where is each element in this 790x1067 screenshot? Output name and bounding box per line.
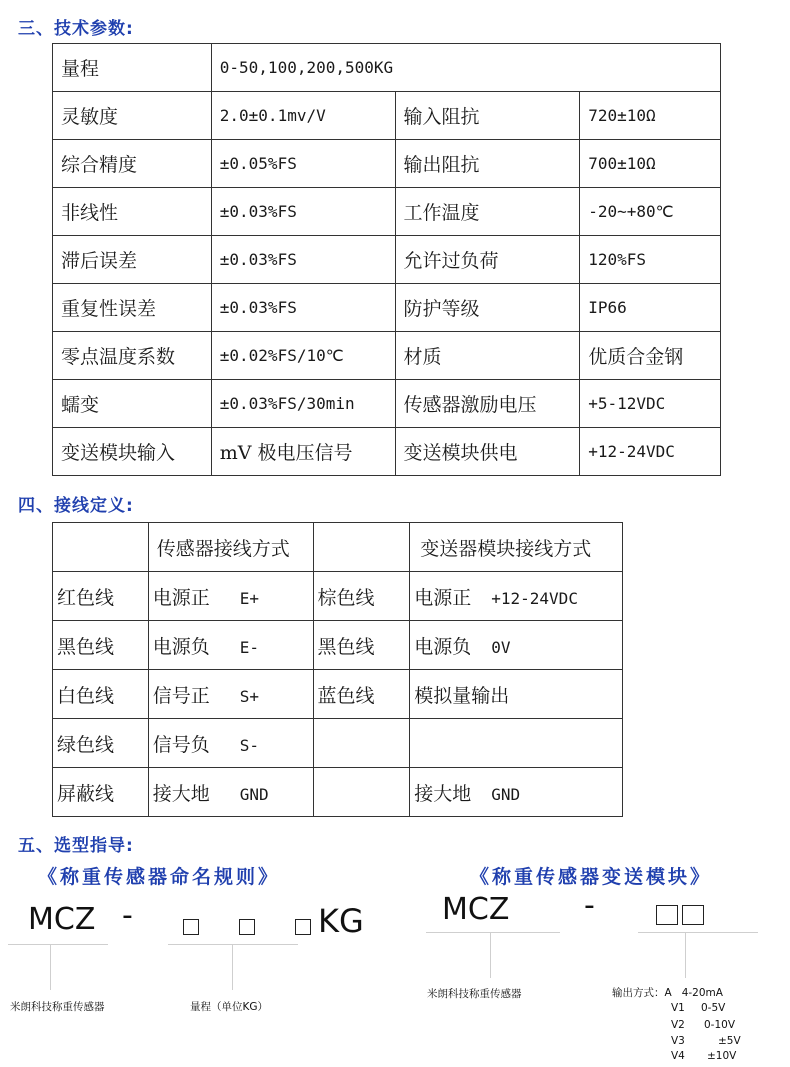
code-box xyxy=(682,905,704,925)
naming-rule-title: 《称重传感器命名规则》 xyxy=(38,866,281,888)
spec-value: +12-24VDC xyxy=(580,428,721,476)
wire-color: 棕色线 xyxy=(313,572,410,621)
output-mode-title: 输出方式：A xyxy=(612,987,672,999)
spec-label: 灵敏度 xyxy=(53,92,212,140)
spec-label: 工作温度 xyxy=(395,188,580,236)
wiring-header-transmitter: 变送器模块接线方式 xyxy=(410,523,623,572)
spec-value: mV 极电压信号 xyxy=(211,428,395,476)
spec-row xyxy=(53,380,721,428)
spec-row-range xyxy=(53,44,721,92)
wire-function-label: 信号正 xyxy=(152,684,210,707)
spec-value: 2.0±0.1mv/V xyxy=(211,92,395,140)
wire-function-label: 模拟量输出 xyxy=(414,684,510,707)
wire-function-label: 电源负 xyxy=(414,635,472,658)
spec-value: 720±10Ω xyxy=(580,92,721,140)
wire-color: 黑色线 xyxy=(313,621,410,670)
module-prefix: MCZ xyxy=(442,892,510,927)
code-box xyxy=(239,919,255,935)
wire-color: 白色线 xyxy=(53,670,149,719)
spec-label: 允许过负荷 xyxy=(395,236,580,284)
spec-label: 非线性 xyxy=(53,188,212,236)
spec-label: 变送模块输入 xyxy=(53,428,212,476)
module-rule-title: 《称重传感器变送模块》 xyxy=(470,866,713,888)
output-value: 0-5V xyxy=(701,1002,726,1014)
wire-function xyxy=(410,572,623,621)
leader-line xyxy=(168,944,298,945)
spec-value: 优质合金钢 xyxy=(580,332,721,380)
wire-function xyxy=(410,719,623,768)
wiring-header-empty xyxy=(53,523,149,572)
wire-function xyxy=(410,621,623,670)
spec-row xyxy=(53,284,721,332)
code-box xyxy=(656,905,678,925)
spec-table xyxy=(52,43,721,476)
wire-function-code: S+ xyxy=(239,686,259,706)
wiring-header-empty xyxy=(313,523,410,572)
wire-function-code: 0V xyxy=(491,637,511,657)
output-option xyxy=(671,1002,725,1014)
output-code: V4 xyxy=(671,1050,685,1062)
spec-row xyxy=(53,188,721,236)
output-code: V2 xyxy=(671,1019,685,1031)
code-box xyxy=(183,919,199,935)
module-label-company: 米朗科技称重传感器 xyxy=(427,988,522,1000)
output-option xyxy=(671,1050,736,1062)
spec-value: IP66 xyxy=(580,284,721,332)
output-value: 0-10V xyxy=(704,1019,736,1031)
wire-function xyxy=(410,768,623,817)
wire-function-label: 接大地 xyxy=(152,782,210,805)
wiring-row xyxy=(53,572,623,621)
output-option xyxy=(671,1019,735,1031)
spec-value: ±0.03%FS xyxy=(211,284,395,332)
wiring-row xyxy=(53,670,623,719)
module-code-boxes xyxy=(656,904,704,925)
wire-function-code: +12-24VDC xyxy=(491,588,578,608)
wire-function-label: 电源负 xyxy=(152,635,210,658)
spec-value: ±0.03%FS xyxy=(211,188,395,236)
section-title-wiring: 四、接线定义: xyxy=(18,496,134,516)
leader-line xyxy=(638,932,758,933)
section-title-specs: 三、技术参数: xyxy=(18,19,134,39)
wire-function xyxy=(148,670,313,719)
output-value: ±10V xyxy=(707,1050,737,1062)
spec-value: +5-12VDC xyxy=(580,380,721,428)
spec-label: 输入阻抗 xyxy=(395,92,580,140)
wire-color: 绿色线 xyxy=(53,719,149,768)
wire-function-label: 电源正 xyxy=(414,586,472,609)
leader-line xyxy=(426,932,560,933)
code-box xyxy=(295,919,311,935)
spec-row xyxy=(53,140,721,188)
wire-function-label: 信号负 xyxy=(152,733,210,756)
spec-label: 变送模块供电 xyxy=(395,428,580,476)
wire-function-label: 接大地 xyxy=(414,782,472,805)
spec-value: ±0.05%FS xyxy=(211,140,395,188)
spec-label: 材质 xyxy=(395,332,580,380)
wire-color xyxy=(313,768,410,817)
wire-color xyxy=(313,719,410,768)
spec-row xyxy=(53,428,721,476)
wire-color: 黑色线 xyxy=(53,621,149,670)
wire-function xyxy=(148,572,313,621)
wire-color: 屏蔽线 xyxy=(53,768,149,817)
spec-value: 700±10Ω xyxy=(580,140,721,188)
wire-color: 红色线 xyxy=(53,572,149,621)
output-code: V1 xyxy=(671,1002,685,1014)
leader-line xyxy=(50,944,51,990)
wiring-row xyxy=(53,719,623,768)
output-option xyxy=(671,1035,741,1047)
spec-label: 重复性误差 xyxy=(53,284,212,332)
wire-function-code: E+ xyxy=(239,588,259,608)
spec-value: ±0.03%FS xyxy=(211,236,395,284)
output-value: ±5V xyxy=(718,1035,741,1047)
wire-function-code: S- xyxy=(239,735,259,755)
spec-label: 零点温度系数 xyxy=(53,332,212,380)
model-prefix: MCZ xyxy=(28,902,96,937)
wire-function xyxy=(148,768,313,817)
label-range: 量程（单位KG） xyxy=(190,1001,269,1013)
module-dash: - xyxy=(584,888,595,923)
wiring-row xyxy=(53,768,623,817)
spec-label: 蠕变 xyxy=(53,380,212,428)
spec-label: 滞后误差 xyxy=(53,236,212,284)
leader-line xyxy=(232,944,233,990)
spec-value: ±0.03%FS/30min xyxy=(211,380,395,428)
leader-line xyxy=(685,932,686,978)
model-unit: KG xyxy=(318,902,364,940)
wire-function-code: GND xyxy=(239,784,269,804)
spec-row xyxy=(53,332,721,380)
wire-function-code: GND xyxy=(491,784,521,804)
output-mode-line xyxy=(612,985,723,1000)
wire-function xyxy=(148,719,313,768)
wiring-table xyxy=(52,522,623,817)
output-mode-a: 4-20mA xyxy=(681,987,723,999)
spec-value: -20~+80℃ xyxy=(580,188,721,236)
spec-label: 防护等级 xyxy=(395,284,580,332)
model-code-boxes xyxy=(183,916,311,935)
leader-line xyxy=(8,944,108,945)
spec-label: 传感器激励电压 xyxy=(395,380,580,428)
wiring-header-sensor: 传感器接线方式 xyxy=(148,523,313,572)
output-code: V3 xyxy=(671,1035,685,1047)
leader-line xyxy=(490,932,491,978)
spec-row xyxy=(53,92,721,140)
section-title-selection: 五、选型指导: xyxy=(18,836,134,856)
wire-function xyxy=(148,621,313,670)
spec-value: 120%FS xyxy=(580,236,721,284)
spec-label: 量程 xyxy=(53,44,212,92)
spec-row xyxy=(53,236,721,284)
model-dash: - xyxy=(122,898,133,933)
wiring-row xyxy=(53,621,623,670)
spec-label: 综合精度 xyxy=(53,140,212,188)
spec-value: ±0.02%FS/10℃ xyxy=(211,332,395,380)
wire-function xyxy=(410,670,623,719)
spec-label: 输出阻抗 xyxy=(395,140,580,188)
wire-function-label: 电源正 xyxy=(152,586,210,609)
label-company: 米朗科技称重传感器 xyxy=(10,1001,105,1013)
wiring-header-row xyxy=(53,523,623,572)
spec-value: 0-50,100,200,500KG xyxy=(211,44,720,92)
wire-color: 蓝色线 xyxy=(313,670,410,719)
wire-function-code: E- xyxy=(239,637,259,657)
